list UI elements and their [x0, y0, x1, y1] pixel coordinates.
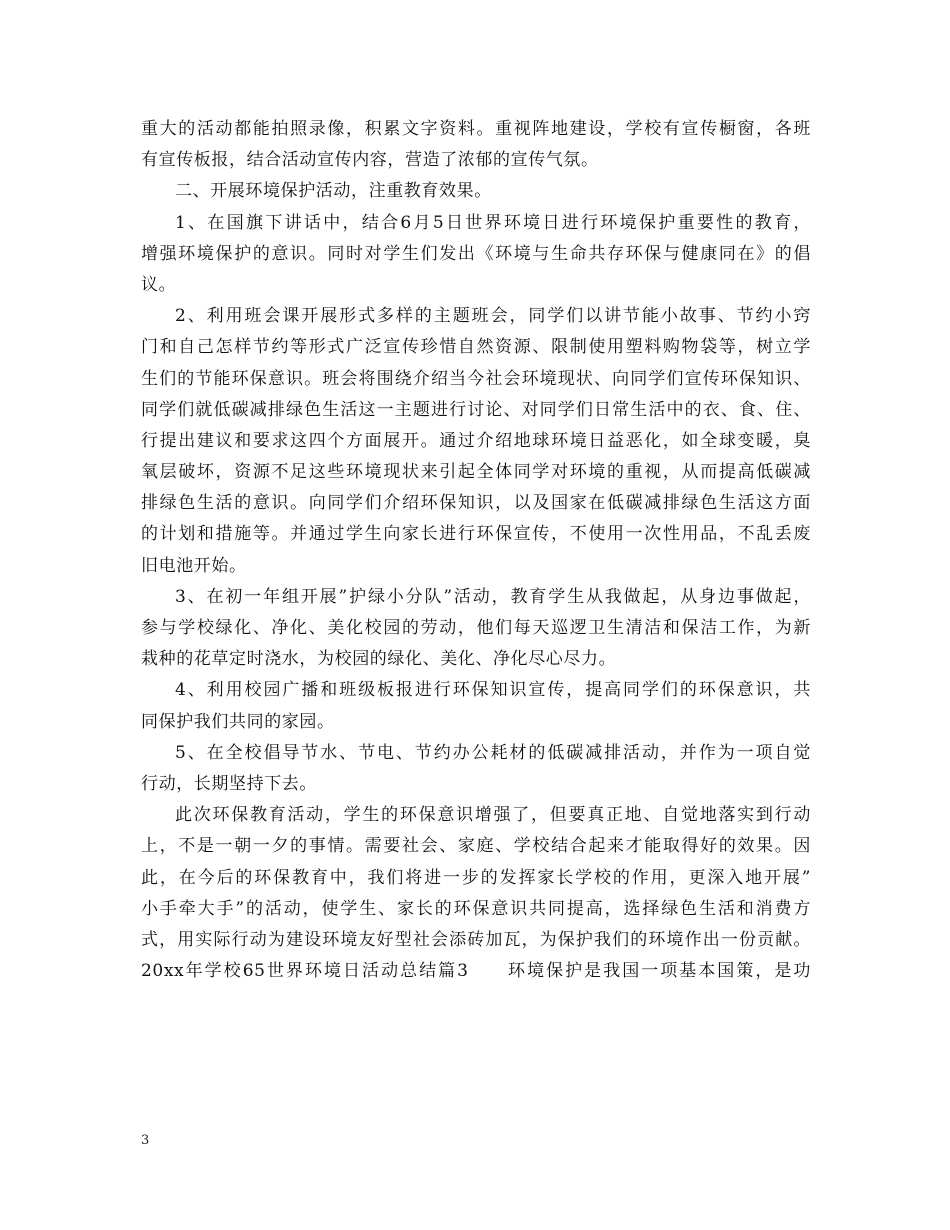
text-line: 4、利用校园广播和班级板报进行环保知识宣传，提高同学们的环保意识，共: [175, 680, 811, 701]
text-line: 门和自己怎样节约等形式广泛宣传珍惜自然资源、限制使用塑料购物袋等，树立学: [141, 337, 811, 358]
page-number: 3: [141, 1133, 150, 1148]
text-line: 有宣传板报，结合活动宣传内容，营造了浓郁的宣传气氛。: [141, 150, 599, 171]
text-line: 同保护我们共同的家园。: [141, 711, 335, 732]
text-line: 排绿色生活的意识。向同学们介绍环保知识，以及国家在低碳减排绿色生活这方面: [141, 493, 811, 514]
text-line: 5、在全校倡导节水、节电、节约办公耗材的低碳减排活动，并作为一项自觉: [175, 742, 811, 763]
text-line: 3、在初一年组开展”护绿小分队”活动，教育学生从我做起，从身边事做起，: [175, 586, 811, 607]
text-line: 氧层破坏，资源不足这些环境现状来引起全体同学对环境的重视，从而提高低碳减: [141, 462, 811, 483]
text-line: 式，用实际行动为建设环境友好型社会添砖加瓦，为保护我们的环境作出一份贡献。: [141, 929, 811, 950]
text-line: 生们的节能环保意识。班会将围绕介绍当今社会环境现状、向同学们宣传环保知识、: [141, 368, 811, 389]
text-line: 1、在国旗下讲话中，结合6月5日世界环境日进行环境保护重要性的教育，: [175, 212, 811, 233]
section-heading: 二、开展环境保护活动，注重教育效果。: [175, 181, 492, 202]
text-line: 旧电池开始。: [141, 555, 247, 576]
text-line: 此，在今后的环保教育中，我们将进一步的发挥家长学校的作用，更深入地开展”: [141, 867, 811, 888]
text-line: 增强环境保护的意识。同时对学生们发出《环境与生命共存环保与健康同在》的倡: [141, 243, 811, 264]
text-line: 重大的活动都能拍照录像，积累文字资料。重视阵地建设，学校有宣传橱窗，各班: [141, 119, 811, 139]
body-text: [141, 114, 811, 987]
text-line: 同学们就低碳减排绿色生活这一主题进行讨论、对同学们日常生活中的衣、食、住、: [141, 399, 811, 420]
text-line: 小手牵大手”的活动，使学生、家长的环保意识共同提高，选择绿色生活和消费方: [141, 898, 811, 919]
text-line: 的计划和措施等。并通过学生向家长进行环保宣传，不使用一次性用品，不乱丢废: [141, 524, 811, 545]
text-line: 此次环保教育活动，学生的环保意识增强了，但要真正地、自觉地落实到行动: [175, 805, 811, 826]
text-line: 行提出建议和要求这四个方面展开。通过介绍地球环境日益恶化，如全球变暖，臭: [141, 430, 811, 451]
text-line: 2、利用班会课开展形式多样的主题班会，同学们以讲节能小故事、节约小窍: [175, 306, 811, 327]
text-line: 行动，长期坚持下去。: [141, 773, 317, 794]
text-line: 栽种的花草定时浇水，为校园的绿化、美化、净化尽心尽力。: [141, 649, 617, 670]
text-line: 上，不是一朝一夕的事情。需要社会、家庭、学校结合起来才能取得好的效果。因: [141, 836, 811, 857]
text-line: 20xx年学校65世界环境日活动总结篇3 环境保护是我国一项基本国策，是功: [141, 961, 811, 982]
text-line: 参与学校绿化、净化、美化校园的劳动，他们每天巡逻卫生清洁和保洁工作，为新: [141, 618, 811, 638]
text-line: 议。: [141, 274, 177, 295]
